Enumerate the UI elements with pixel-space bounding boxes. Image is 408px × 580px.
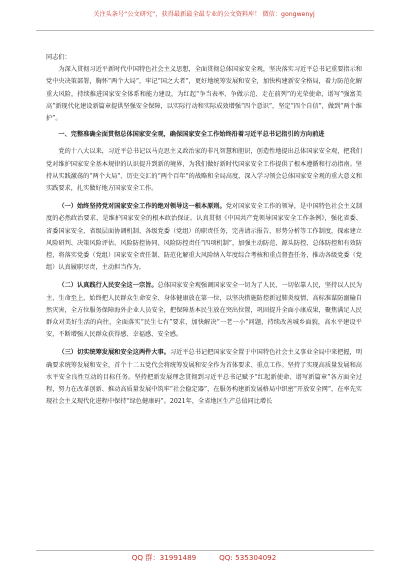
subsection-paragraph — [46, 201, 362, 274]
opening-paragraph: 为深入贯彻习近平新时代中国特色社会主义思想，全面贯彻总体国家安全观，坚决落实习近平总书记重要指示和党中央决策部署，胸怀“两个大局”，牢记“国之大者”，更好地统筹发展和安全，加快构建新安全格局，着力防范化解重大风险，持续推进国家安全体系和能力建设，为红起“争当表率、争做示范、走在前列”的光荣使命，谱写“强富美高”新现代化建设新篇章提供坚强安全保障，以实际行动和实际成效增强“四个意识”，坚定“四个自信”，做到“两个维护”。 — [46, 66, 362, 123]
subsection-text: 习近平总书记把国家安全置于中国特色社会主义事业全局中来把握，明确要求统筹发展和安全，首个十二五党代会将统筹发展和安全作为首体要求、重点工作。坚持了实现高质量发展和高水平安全良性互动的目标任务。坚持把新发展理念贯彻到习近平总书记赋予“红起新使命、谱写新篇章”各方面全过程，努力在改革创新、推动高质量发展中筑牢“社会稳定器”，在服务构建新发展格局中织密“开放安全网”，在率先实现社会主义现代化进程中保持“绿色健康码”。2021年，全省地区生产总值同比增长 — [46, 349, 363, 406]
qq-group: QQ 群：31991489 — [131, 553, 197, 562]
header-divider — [36, 30, 374, 31]
subsection-text: 党对国家安全工作的领导，是中国特色社会主义制度的必然政治要求，是维护国家安全的根本政治保证。认真贯彻《中国共产党领导国家安全工作条例》，强化省委、省委国家安全、省级层面协调机制、各级党委（党组）的职责任务，完善请示报告、形势分析等工作制度，探索建立风险研判、决策风险评估、风险防控协同、风险防控责任“四项机制”，加强主动防范、源头防控、总体防控和有效防控，将落实党委（党组）国家安全责任制、防范化解重大风险纳入年度综合考核和重点督查任务，推动各级党委（党组）认真履职尽责，主动担当作为。 — [46, 203, 363, 272]
qq-number: QQ: 535304092 — [219, 553, 277, 562]
greeting: 同志们： — [46, 54, 71, 61]
subsection-text: 总体国家安全观强调国家安全一切为了人民、一切依靠人民，坚持以人民为主、生命至上，始终把人民群众生命安全、身体健康放在第一位，以坚决措施防控新冠肺炎疫情，高标准谋防溺输自然灾害，全方位服务保障海外企业人员安全，把保障基本民生放在突出位置，巩固提升全面小康成果，聚焦满足人民群众对美好生活的向往，全面落实“民生七有”要求，加快解决“一老一小”问题，持续改善城乡面貌，高水平建设平安，不断增强人民群众获得感、幸福感、安全感。 — [46, 282, 362, 339]
section-heading: 一、完整准确全面贯彻总体国家安全观，确保国家安全工作始终沿着习近平总书记指引的方向前进 — [58, 131, 325, 139]
subsection-label: （二）认真践行人民安全这一宗旨。 — [58, 282, 158, 290]
subsection-label: （三）切实统筹发展和安全这两件大事。 — [58, 349, 170, 357]
subsection-paragraph — [46, 347, 362, 408]
intro-paragraph: 党的十八大以来，习近平总书记以马克思主义政治家的非凡智慧和胆识，创造性地提出总体国家安全观，把我们党对维护国家安全基本规律的认识提升到新的境界，为我们做好新时代国家安全工作提供了根本遵循和行动指南。坚持从实践激荡的“两个大局”、历史交汇的“两个百年”的战略和全局高度，深入学习领会总体国家安全观的重大意义和实践要求，扎实做好地方国家安全工作。 — [46, 148, 362, 193]
document-body — [46, 52, 362, 409]
footer-contact — [0, 553, 408, 563]
footer-divider — [36, 550, 374, 551]
top-banner: 关注头条号“公文研究”，获得最新最全最专业的公文资料库！ 微信：gongwenyj — [93, 11, 315, 18]
subsection-label: （一）始终坚持党对国家安全工作的绝对领导这一根本原则。 — [58, 203, 226, 211]
subsection-paragraph — [46, 280, 362, 341]
